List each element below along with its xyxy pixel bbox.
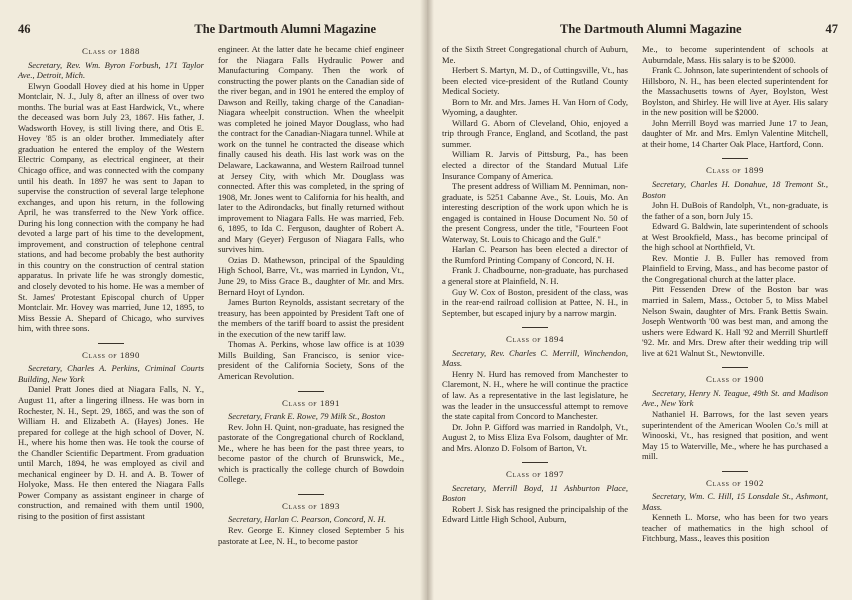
- section-divider: [298, 391, 324, 392]
- class-secretary: Secretary, Wm. C. Hill, 15 Lonsdale St., Ashmont, Mass.: [642, 491, 828, 512]
- news-paragraph: Daniel Pratt Jones died at Niagara Falls, N. Y., August 11, after a lingering illness. He was born in Rochester, N. H., Sept. 29, 1865, and was the son of William H. and Elizabeth A. (Hayes) Jones. He prepared for college at the high school of Dover, N. H., where his home then was. He took the course of the Chandler Scientific Department. From graduation until March, 1894, he was employed as civil and mechanical engineer by D. H. and A. B. Tower of Holyoke, Mass. He then entered the Niagara Falls Power Company as assistant engineer in charge of construction, and remained with them until 1900, rising to the position of first assistant: [18, 384, 204, 521]
- news-paragraph: Frank J. Chadbourne, non-graduate, has purchased a general store at Plainfield, N. H.: [442, 265, 628, 287]
- news-paragraph: Thomas A. Perkins, whose law office is at 1039 Mills Building, San Francisco, is senior vice-president of the California Society, Sons of the American Revolution.: [218, 339, 404, 381]
- news-paragraph: John H. DuBois of Randolph, Vt., non-graduate, is the father of a son, born July 15.: [642, 200, 828, 221]
- news-paragraph: Nathaniel H. Barrows, for the last seven years superintendent of the American Woolen Co.'s mill at Winooski, Vt., has resigned that position, and went May 15 to Waterville, Me., where he has purchased a mill.: [642, 408, 828, 462]
- news-paragraph: Guy W. Cox of Boston, president of the class, was in the rear-end railroad collision at Pattee, N. H., in September, but escaped injury by a narrow margin.: [442, 286, 628, 318]
- running-head: The Dartmouth Alumni Magazine: [560, 22, 742, 36]
- class-heading: Class of 1902: [705, 477, 764, 488]
- class-heading: Class of 1897: [505, 469, 564, 480]
- news-paragraph: Rev. Montie J. B. Fuller has removed from Plainfield to Erving, Mass., and has become pastor of the Congregational church at the latter place.: [642, 252, 828, 284]
- news-paragraph: Rev. John H. Quint, non-graduate, has resigned the pastorate of the Congregational church of Rockland, Me., where he has been for the past three years, to become pastor of the church of Brunswick, Me., which is practically the college church of Bowdoin College.: [218, 421, 404, 485]
- page-header: [442, 22, 838, 42]
- news-paragraph: Kenneth L. Morse, who has been for two years teacher of mathematics in the high school of Fitchburg, Mass., leaves this position: [642, 512, 828, 544]
- news-paragraph: The present address of William M. Penniman, non-graduate, is 5251 Cabanne Ave., St. Louis, Mo. An interesting description of the work upon which he is engaged is contained in House Document No. 50 of the present Congress, under the title, "Fourteen Foot Waterway, St. Louis to Chicago and the Gulf.": [442, 181, 628, 244]
- class-secretary: Secretary, Henry N. Teague, 49th St. and Madison Ave., New York: [642, 387, 828, 409]
- class-secretary: Secretary, Harlan C. Pearson, Concord, N. H.: [228, 514, 386, 525]
- section-divider: [522, 327, 548, 328]
- text-columns: [442, 44, 838, 544]
- section-divider: [522, 462, 548, 463]
- page-number: 46: [18, 22, 31, 36]
- news-paragraph: Me., to become superintendent of schools at Auburndale, Mass. His salary is to be $2000.: [642, 44, 828, 65]
- class-secretary: Secretary, Charles A. Perkins, Criminal Courts Building, New York: [18, 363, 204, 384]
- class-heading: Class of 1893: [281, 500, 340, 511]
- class-secretary: Secretary, Charles H. Donahue, 18 Tremont St., Boston: [642, 179, 828, 200]
- news-paragraph: Ozias D. Mathewson, principal of the Spaulding High School, Barre, Vt., was married in Lyndon, Vt., June 29, to Miss Grace B., daughter of Mr. and Mrs. Bernard Hoyt of Lyndon.: [218, 254, 404, 297]
- class-secretary: Secretary, Rev. Charles C. Merrill, Winchendon, Mass.: [442, 347, 628, 369]
- news-paragraph: Frank C. Johnson, late superintendent of schools of Hillsboro, N. H., has been elected superintendent for the Massachusetts towns of Ayer, Boylston, West Boylston, and Shirley. He will live at Ayer. His salary in the new position will be $2000.: [642, 65, 828, 118]
- class-secretary: Secretary, Frank E. Rowe, 79 Milk St., Boston: [228, 411, 386, 422]
- news-paragraph: Herbert S. Martyn, M. D., of Cuttingsville, Vt., has been elected vice-president of the Rutland County Medical Society.: [442, 65, 628, 97]
- news-paragraph: Dr. John P. Gifford was married in Randolph, Vt., August 2, to Miss Eliza Eva Folsom, daughter of Mr. and Mrs. Alonzo D. Folsom of Barton, Vt.: [442, 421, 628, 453]
- column-left: [442, 44, 628, 544]
- column-right: [218, 44, 404, 546]
- section-divider: [298, 494, 324, 495]
- section-divider: [722, 367, 748, 368]
- running-head: The Dartmouth Alumni Magazine: [194, 22, 376, 36]
- section-divider: [722, 158, 748, 159]
- news-paragraph: Harlan C. Pearson has been elected a director of the Rumford Printing Company of Concord, N. H.: [442, 244, 628, 265]
- news-paragraph: Robert J. Sisk has resigned the principalship of the Edward Little High School, Auburn,: [442, 503, 628, 525]
- class-heading: Class of 1888: [81, 46, 140, 56]
- news-paragraph: William R. Jarvis of Pittsburg, Pa., has been elected a director of the Standard Mutual Life Insurance Company of America.: [442, 149, 628, 181]
- section-divider: [98, 343, 124, 344]
- class-heading: Class of 1891: [281, 397, 340, 408]
- class-heading: Class of 1900: [705, 374, 764, 385]
- section-divider: [722, 471, 748, 472]
- news-paragraph: Rev. George E. Kinney closed September 5 his pastorate at Lee, N. H., to become pastor: [218, 524, 404, 546]
- news-paragraph: engineer. At the latter date he became chief engineer for the Niagara Falls Hydraulic Power and Manufacturing Company. Then the work of constructing the power plants on the Canadian side of the river began, and in 1901 he entered the employ of Dawson and Reilly, taking charge of the Canadian-Niagara wheelpit construction. When the wheelpit was completed he joined Mayor Douglass, who had the contract for the Canadian-Niagara tunnel. While at work on the tunnel he contracted the disease which finally caused his death. His last work was on the Delaware, Lackawanna, and Western Railroad tunnel at Jersey City, with which Mr. Douglass was connected. After this was completed, in the spring of 1908, Mr. Jones went to California for his health, and later to the Adirondacks, but finally returned without improvement to Niagara Falls. He was married, Feb. 6, 1895, to Ida C. Ferguson, daughter of Robert A. and Mary (Geyer) Ferguson of Niagara Falls, who survives him.: [218, 44, 404, 255]
- column-left: [18, 44, 204, 546]
- news-paragraph: Elwyn Goodall Hovey died at his home in Upper Montclair, N. J., July 8, after an illness of over two months. The burial was at East Hardwick, Vt., where the deceased was born July 23, 1867. His father, J. Wadsworth Hovey, is still living there, and Otis E. Hovey '85 is an older brother. Immediately after graduation he entered the employ of the Western Electric Company, as electrical engineer, at their Chicago office, and was connected with the company until his death. In 1897 he was sent to Japan to supervise the construction of several large telephone exchanges, and upon his return, in the following April, he was transferred to the New York office. During his long connection with the company he had devoted a large part of his time to the development, improvement, and construction of telephone central stations, and had become probably the best authority in this country on the construction of central station apparatus. In private life he was strongly domestic, and closely devoted to his home. He was a member of St. James' Protestant Episcopal church of Upper Montclair. Mr. Hovey was married, June 12, 1895, to Miss Bessie A. Shepard of Chicago, who survives him, with three sons.: [18, 80, 204, 334]
- news-paragraph: Henry N. Hurd has removed from Manchester to Claremont, N. H., where he will continue the practice of law. As a representative in the last legislature, he was the leader in the unsuccessful attempt to remove the state capital from Concord to Manchester.: [442, 368, 628, 422]
- class-secretary: Secretary, Rev. Wm. Byron Forbush, 171 Taylor Ave., Detroit, Mich.: [18, 59, 204, 81]
- page-number: 47: [825, 22, 838, 36]
- news-paragraph: Born to Mr. and Mrs. James H. Van Horn of Cody, Wyoming, a daughter.: [442, 96, 628, 118]
- news-paragraph: Willard G. Aborn of Cleveland, Ohio, enjoyed a trip through France, England, and Scotland, the past summer.: [442, 117, 628, 149]
- column-right: [642, 44, 828, 544]
- book-gutter: [420, 0, 434, 600]
- news-paragraph: Edward G. Baldwin, late superintendent of schools at West Brookfield, Mass., has become principal of the high school at Northfield, Vt.: [642, 221, 828, 253]
- class-heading: Class of 1894: [505, 334, 564, 345]
- text-columns: [18, 44, 416, 546]
- news-paragraph: Pitt Fessenden Drew of the Boston bar was married in Salem, Mass., October 5, to Miss Mabel Nelson Swain, daughter of Mrs. Frank Bettis Swain. Joseph Wentworth '00 was best man, and among the ushers were Edward K. Hall '92 and Merrill Shurtleff '92. Mr. and Mrs. Drew after their wedding trip will live at 621 Walnut St., Newtonville.: [642, 284, 828, 358]
- right-page: [426, 0, 852, 600]
- class-heading: Class of 1890: [81, 349, 140, 360]
- news-paragraph: of the Sixth Street Congregational church of Auburn, Me.: [442, 44, 628, 65]
- class-secretary: Secretary, Merrill Boyd, 11 Ashburton Place, Boston: [442, 482, 628, 504]
- news-paragraph: James Burton Reynolds, assistant secretary of the treasury, has been appointed by President Taft one of the members of the tariff board to assist the president in the execution of the new tariff law.: [218, 297, 404, 339]
- class-heading: Class of 1899: [705, 165, 764, 176]
- page-header: [18, 22, 416, 42]
- news-paragraph: John Merrill Boyd was married June 17 to Jean, daughter of Mr. and Mrs. Emlyn Valentine Mitchell, at their home, 14 Charter Oak Place, Hartford, Conn.: [642, 117, 828, 149]
